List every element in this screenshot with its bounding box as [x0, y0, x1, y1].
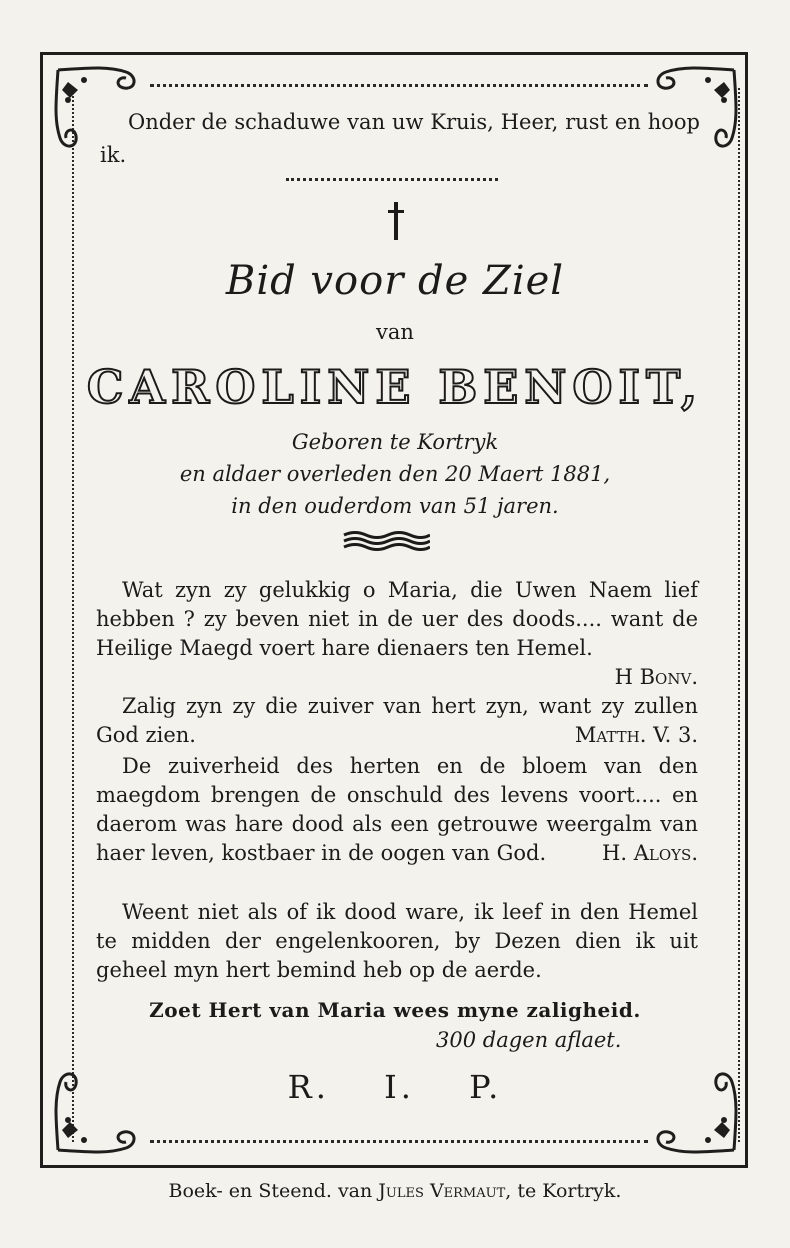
verse-1-attribution: H Bonv. — [614, 665, 698, 689]
printer-suffix: , te Kortryk. — [505, 1180, 622, 1202]
van-label: van — [376, 320, 414, 344]
printer-prefix: Boek- en Steend. van — [168, 1180, 373, 1202]
prayer-line: Zoet Hert van Maria wees myne zaligheid. — [149, 998, 641, 1022]
indulgence-line: 300 dagen aflaet. — [436, 1028, 622, 1052]
top-dotted-rule — [150, 84, 648, 87]
verse-block-4 — [96, 898, 698, 985]
verse-1-text: Wat zyn zy gelukkig o Maria, die Uwen Naem lief hebben ? zy beven niet in de uer des doods.... want de Heilige Maegd voert hare dienaers ten Hemel. — [96, 578, 698, 660]
motto-separator — [286, 178, 498, 181]
wave-divider-icon — [342, 530, 430, 552]
verse-2-attribution: Matth. V. 3. — [574, 723, 698, 747]
deceased-name: CAROLINE BENOIT, — [86, 360, 704, 414]
verse-2-text: Zalig zyn zy die zuiver van hert zyn, want zy zullen God zien. — [96, 694, 698, 747]
verse-block-2 — [96, 692, 698, 750]
verse-block-3 — [96, 752, 698, 868]
birth-line: Geboren te Kortryk — [291, 430, 499, 454]
cross-icon — [386, 200, 406, 242]
verse-block-1 — [96, 576, 698, 692]
death-line: en aldaer overleden den 20 Maert 1881, — [179, 462, 611, 486]
printer-name: Jules Vermaut — [378, 1180, 506, 1202]
printer-imprint — [0, 1180, 790, 1202]
verse-3-attribution: H. Aloys. — [602, 841, 698, 865]
verse-4-text: Weent niet als of ik dood ware, ik leef in den Hemel te midden der engelenkooren, by Dezen dien ik uit geheel myn hert bemind heb op de aerde. — [96, 900, 698, 982]
heading-bid-voor-de-ziel: Bid voor de Ziel — [225, 258, 565, 304]
bottom-dotted-rule — [150, 1140, 648, 1143]
rip-text: R. I. P. — [287, 1068, 503, 1106]
age-line: in den ouderdom van 51 jaren. — [231, 494, 559, 518]
motto-text: Onder de schaduwe van uw Kruis, Heer, rust en hoop ik. — [100, 110, 700, 167]
verse-3-text: De zuiverheid des herten en de bloem van den maegdom brengen de onschuld des levens voort.... en daerom was hare dood als een getrouwe weergalm van haer leven, kostbaer in de oogen van God. — [96, 754, 698, 865]
